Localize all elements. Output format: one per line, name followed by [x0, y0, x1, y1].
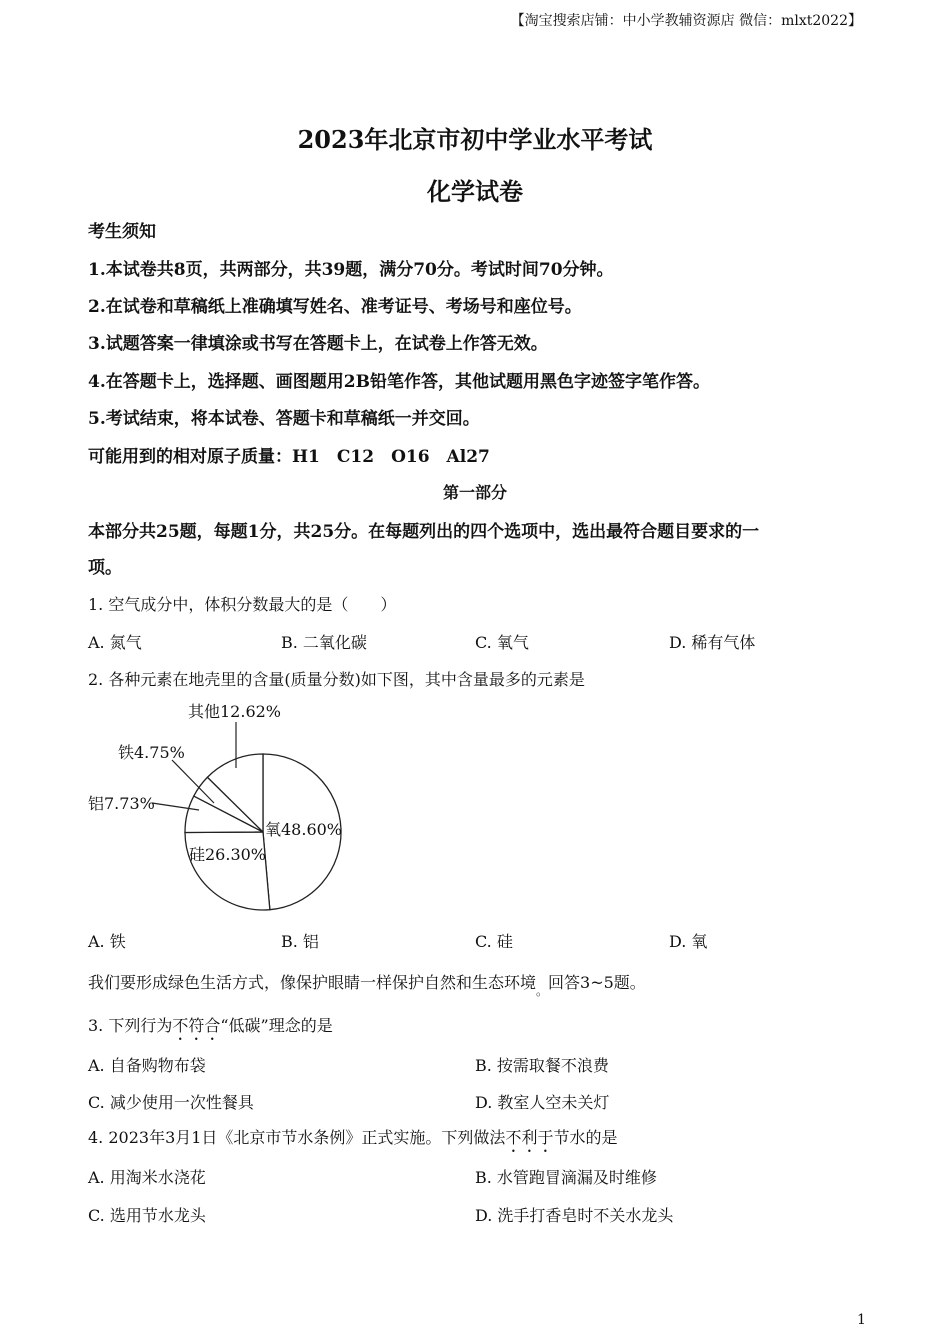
- context-mark: 。: [536, 984, 549, 998]
- q3-option-c: C. 减少使用一次性餐具: [88, 1093, 254, 1112]
- context-text: 我们要形成绿色生活方式，像保护眼睛一样保护自然和生态环境: [88, 973, 537, 992]
- page-number: 1: [857, 1312, 866, 1328]
- q1-option-b: B. 二氧化碳: [281, 633, 367, 652]
- q3-option-a: A. 自备购物布袋: [88, 1056, 206, 1075]
- q3-option-d: D. 教室人空未关灯: [475, 1093, 610, 1112]
- pie-label-iron: 铁4.75%: [118, 743, 185, 762]
- atomic-masses: 可能用到的相对原子质量：H1 C12 O16 Al27: [88, 447, 490, 467]
- context-tail: 回答3~5题。: [548, 973, 646, 992]
- pie-slice-silicon: [185, 832, 270, 910]
- q3-option-b: B. 按需取餐不浪费: [475, 1056, 609, 1075]
- notice-item: 4.在答题卡上，选择题、画图题用2B铅笔作答，其他试题用黑色字迹签字笔作答。: [88, 372, 710, 392]
- notice-item: 5.考试结束，将本试卷、答题卡和草稿纸一并交回。: [88, 409, 480, 429]
- pie-label-silicon: 硅26.30%: [189, 845, 267, 864]
- q1-stem: 1. 空气成分中，体积分数最大的是（ ）: [88, 595, 397, 614]
- part-intro-line1: 本部分共25题，每题1分，共25分。在每题列出的四个选项中，选出最符合题目要求的一: [88, 522, 760, 542]
- q2-stem: 2. 各种元素在地壳里的含量(质量分数)如下图，其中含量最多的元素是: [88, 670, 585, 689]
- q2-option-a: A. 铁: [88, 932, 126, 951]
- notice-item: 1.本试卷共8页，共两部分，共39题，满分70分。考试时间70分钟。: [88, 260, 614, 280]
- notice-item: 2.在试卷和草稿纸上准确填写姓名、准考证号、考场号和座位号。: [88, 297, 582, 317]
- q3-stem-end: “低碳”理念的是: [220, 1016, 333, 1035]
- part-heading: 第一部分: [442, 483, 507, 502]
- q3-stem-start: 3. 下列行为: [88, 1016, 173, 1035]
- q4-stem: [88, 1125, 617, 1156]
- part-intro-line2: 项。: [88, 558, 122, 578]
- q3-stem: [88, 1013, 333, 1044]
- q4-option-a: A. 用淘米水浇花: [88, 1168, 206, 1187]
- q4-option-d: D. 洗手打香皂时不关水龙头: [475, 1206, 674, 1225]
- pie-label-aluminum: 铝7.73%: [88, 794, 155, 813]
- pie-label-other: 其他12.62%: [188, 702, 282, 721]
- q1-option-d: D. 稀有气体: [669, 633, 756, 652]
- exam-subtitle: 化学试卷: [427, 177, 523, 206]
- q2-option-c: C. 硅: [475, 932, 513, 951]
- crust-element-pie-chart: [80, 690, 380, 920]
- pie-label-oxygen: 氧48.60%: [265, 820, 343, 839]
- notice-heading: 考生须知: [88, 222, 156, 242]
- q4-stem-end: 节水的是: [553, 1128, 618, 1147]
- notice-item: 3.试题答案一律填涂或书写在答题卡上，在试卷上作答无效。: [88, 334, 548, 354]
- q2-option-d: D. 氧: [669, 932, 708, 951]
- q1-option-a: A. 氮气: [88, 633, 142, 652]
- context-line: [88, 970, 646, 998]
- q4-stem-emphasis: 不利于: [505, 1128, 554, 1147]
- q1-option-c: C. 氧气: [475, 633, 529, 652]
- q2-option-b: B. 铝: [281, 932, 319, 951]
- q4-stem-start: 4. 2023年3月1日《北京市节水条例》正式实施。下列做法: [88, 1128, 506, 1147]
- q4-option-c: C. 选用节水龙头: [88, 1206, 206, 1225]
- q4-option-b: B. 水管跑冒滴漏及时维修: [475, 1168, 657, 1187]
- header-note: 【淘宝搜索店铺：中小学教辅资源店 微信：mlxt2022】: [510, 13, 862, 29]
- q3-stem-emphasis: 不符合: [172, 1016, 221, 1035]
- exam-title: 2023年北京市初中学业水平考试: [297, 125, 653, 154]
